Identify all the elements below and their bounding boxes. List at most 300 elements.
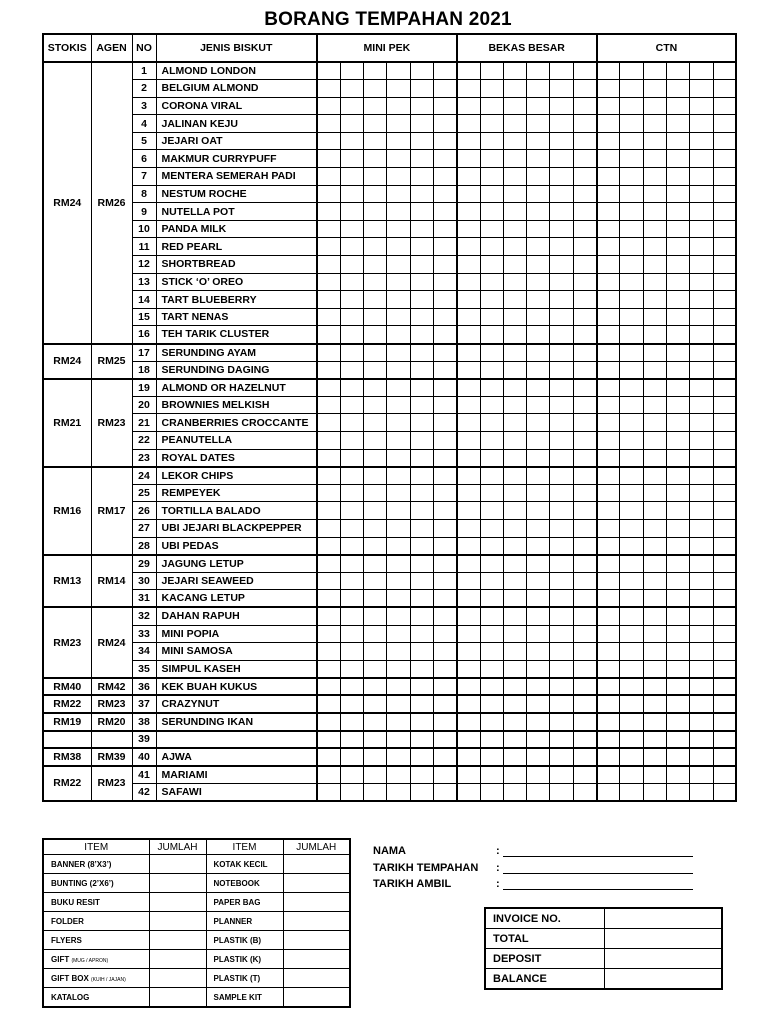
quantity-cell[interactable]	[690, 783, 713, 801]
quantity-cell[interactable]	[550, 766, 573, 784]
quantity-cell[interactable]	[573, 203, 596, 221]
quantity-cell[interactable]	[573, 660, 596, 678]
quantity-cell[interactable]	[433, 572, 456, 590]
quantity-cell[interactable]	[690, 396, 713, 414]
quantity-cell[interactable]	[387, 449, 410, 467]
quantity-cell[interactable]	[433, 519, 456, 537]
quantity-cell[interactable]	[340, 731, 363, 749]
quantity-cell[interactable]	[666, 537, 689, 555]
quantity-cell[interactable]	[457, 695, 480, 713]
quantity-cell[interactable]	[713, 449, 736, 467]
quantity-cell[interactable]	[620, 783, 643, 801]
quantity-cell[interactable]	[597, 185, 620, 203]
quantity-cell[interactable]	[690, 537, 713, 555]
quantity-cell[interactable]	[666, 678, 689, 696]
quantity-cell[interactable]	[457, 519, 480, 537]
quantity-cell[interactable]	[317, 607, 340, 625]
quantity-cell[interactable]	[527, 256, 550, 274]
quantity-cell[interactable]	[457, 431, 480, 449]
quantity-cell[interactable]	[433, 431, 456, 449]
quantity-cell[interactable]	[550, 220, 573, 238]
quantity-cell[interactable]	[480, 555, 503, 573]
quantity-cell[interactable]	[364, 660, 387, 678]
quantity-cell[interactable]	[550, 203, 573, 221]
quantity-cell[interactable]	[433, 273, 456, 291]
quantity-cell[interactable]	[666, 731, 689, 749]
quantity-cell[interactable]	[364, 115, 387, 133]
quantity-cell[interactable]	[387, 291, 410, 309]
quantity-cell[interactable]	[433, 203, 456, 221]
quantity-cell[interactable]	[503, 62, 526, 80]
quantity-cell[interactable]	[527, 431, 550, 449]
quantity-cell[interactable]	[340, 607, 363, 625]
merch-jumlah-left[interactable]	[149, 893, 206, 912]
quantity-cell[interactable]	[573, 519, 596, 537]
quantity-cell[interactable]	[410, 344, 433, 362]
quantity-cell[interactable]	[597, 344, 620, 362]
quantity-cell[interactable]	[597, 150, 620, 168]
quantity-cell[interactable]	[387, 625, 410, 643]
quantity-cell[interactable]	[643, 185, 666, 203]
quantity-cell[interactable]	[387, 379, 410, 397]
quantity-cell[interactable]	[597, 414, 620, 432]
quantity-cell[interactable]	[550, 748, 573, 766]
quantity-cell[interactable]	[597, 713, 620, 731]
quantity-cell[interactable]	[457, 660, 480, 678]
quantity-cell[interactable]	[410, 256, 433, 274]
quantity-cell[interactable]	[620, 590, 643, 608]
quantity-cell[interactable]	[620, 396, 643, 414]
quantity-cell[interactable]	[457, 80, 480, 98]
quantity-cell[interactable]	[433, 62, 456, 80]
quantity-cell[interactable]	[340, 748, 363, 766]
quantity-cell[interactable]	[597, 643, 620, 661]
quantity-cell[interactable]	[480, 660, 503, 678]
quantity-cell[interactable]	[690, 220, 713, 238]
quantity-cell[interactable]	[503, 431, 526, 449]
quantity-cell[interactable]	[433, 766, 456, 784]
quantity-cell[interactable]	[340, 150, 363, 168]
quantity-cell[interactable]	[573, 132, 596, 150]
quantity-cell[interactable]	[597, 326, 620, 344]
quantity-cell[interactable]	[317, 344, 340, 362]
quantity-cell[interactable]	[457, 396, 480, 414]
quantity-cell[interactable]	[643, 344, 666, 362]
quantity-cell[interactable]	[317, 537, 340, 555]
quantity-cell[interactable]	[340, 396, 363, 414]
quantity-cell[interactable]	[713, 150, 736, 168]
quantity-cell[interactable]	[573, 467, 596, 485]
quantity-cell[interactable]	[410, 713, 433, 731]
quantity-cell[interactable]	[713, 695, 736, 713]
quantity-cell[interactable]	[433, 537, 456, 555]
quantity-cell[interactable]	[550, 185, 573, 203]
quantity-cell[interactable]	[364, 484, 387, 502]
quantity-cell[interactable]	[503, 220, 526, 238]
quantity-cell[interactable]	[503, 150, 526, 168]
quantity-cell[interactable]	[527, 449, 550, 467]
quantity-cell[interactable]	[340, 783, 363, 801]
quantity-cell[interactable]	[410, 291, 433, 309]
quantity-cell[interactable]	[620, 519, 643, 537]
quantity-cell[interactable]	[457, 361, 480, 379]
quantity-cell[interactable]	[503, 97, 526, 115]
quantity-cell[interactable]	[573, 449, 596, 467]
quantity-cell[interactable]	[597, 502, 620, 520]
quantity-cell[interactable]	[597, 220, 620, 238]
quantity-cell[interactable]	[550, 291, 573, 309]
quantity-cell[interactable]	[666, 590, 689, 608]
quantity-cell[interactable]	[620, 220, 643, 238]
quantity-cell[interactable]	[573, 97, 596, 115]
quantity-cell[interactable]	[387, 537, 410, 555]
quantity-cell[interactable]	[573, 731, 596, 749]
quantity-cell[interactable]	[480, 467, 503, 485]
quantity-cell[interactable]	[503, 537, 526, 555]
quantity-cell[interactable]	[643, 467, 666, 485]
merch-jumlah-left[interactable]	[149, 969, 206, 988]
quantity-cell[interactable]	[364, 590, 387, 608]
quantity-cell[interactable]	[410, 62, 433, 80]
quantity-cell[interactable]	[713, 660, 736, 678]
quantity-cell[interactable]	[457, 467, 480, 485]
quantity-cell[interactable]	[387, 344, 410, 362]
quantity-cell[interactable]	[573, 326, 596, 344]
quantity-cell[interactable]	[364, 168, 387, 186]
quantity-cell[interactable]	[317, 731, 340, 749]
quantity-cell[interactable]	[713, 238, 736, 256]
quantity-cell[interactable]	[457, 607, 480, 625]
quantity-cell[interactable]	[643, 484, 666, 502]
quantity-cell[interactable]	[597, 256, 620, 274]
quantity-cell[interactable]	[620, 748, 643, 766]
quantity-cell[interactable]	[410, 590, 433, 608]
quantity-cell[interactable]	[620, 168, 643, 186]
quantity-cell[interactable]	[387, 660, 410, 678]
quantity-cell[interactable]	[364, 203, 387, 221]
quantity-cell[interactable]	[666, 660, 689, 678]
quantity-cell[interactable]	[317, 590, 340, 608]
quantity-cell[interactable]	[340, 308, 363, 326]
quantity-cell[interactable]	[340, 467, 363, 485]
quantity-cell[interactable]	[690, 97, 713, 115]
quantity-cell[interactable]	[387, 713, 410, 731]
quantity-cell[interactable]	[317, 695, 340, 713]
quantity-cell[interactable]	[550, 713, 573, 731]
quantity-cell[interactable]	[340, 484, 363, 502]
quantity-cell[interactable]	[317, 502, 340, 520]
quantity-cell[interactable]	[527, 396, 550, 414]
quantity-cell[interactable]	[527, 238, 550, 256]
quantity-cell[interactable]	[503, 344, 526, 362]
quantity-cell[interactable]	[666, 168, 689, 186]
quantity-cell[interactable]	[620, 713, 643, 731]
quantity-cell[interactable]	[364, 731, 387, 749]
quantity-cell[interactable]	[433, 379, 456, 397]
quantity-cell[interactable]	[340, 80, 363, 98]
quantity-cell[interactable]	[550, 678, 573, 696]
quantity-cell[interactable]	[527, 748, 550, 766]
quantity-cell[interactable]	[527, 713, 550, 731]
quantity-cell[interactable]	[550, 396, 573, 414]
quantity-cell[interactable]	[620, 344, 643, 362]
quantity-cell[interactable]	[317, 519, 340, 537]
quantity-cell[interactable]	[597, 203, 620, 221]
quantity-cell[interactable]	[340, 203, 363, 221]
quantity-cell[interactable]	[410, 484, 433, 502]
quantity-cell[interactable]	[713, 484, 736, 502]
quantity-cell[interactable]	[690, 80, 713, 98]
quantity-cell[interactable]	[317, 97, 340, 115]
quantity-cell[interactable]	[480, 291, 503, 309]
quantity-cell[interactable]	[620, 273, 643, 291]
quantity-cell[interactable]	[387, 97, 410, 115]
quantity-cell[interactable]	[620, 555, 643, 573]
quantity-cell[interactable]	[713, 396, 736, 414]
quantity-cell[interactable]	[597, 62, 620, 80]
quantity-cell[interactable]	[620, 203, 643, 221]
quantity-cell[interactable]	[317, 256, 340, 274]
quantity-cell[interactable]	[643, 748, 666, 766]
quantity-cell[interactable]	[620, 607, 643, 625]
quantity-cell[interactable]	[550, 168, 573, 186]
quantity-cell[interactable]	[690, 731, 713, 749]
quantity-cell[interactable]	[666, 643, 689, 661]
quantity-cell[interactable]	[480, 414, 503, 432]
quantity-cell[interactable]	[457, 185, 480, 203]
quantity-cell[interactable]	[713, 185, 736, 203]
quantity-cell[interactable]	[480, 695, 503, 713]
quantity-cell[interactable]	[503, 484, 526, 502]
quantity-cell[interactable]	[480, 361, 503, 379]
quantity-cell[interactable]	[713, 291, 736, 309]
quantity-cell[interactable]	[433, 607, 456, 625]
quantity-cell[interactable]	[690, 431, 713, 449]
quantity-cell[interactable]	[527, 625, 550, 643]
quantity-cell[interactable]	[317, 431, 340, 449]
quantity-cell[interactable]	[690, 766, 713, 784]
merch-jumlah-right[interactable]	[283, 988, 350, 1008]
quantity-cell[interactable]	[666, 256, 689, 274]
quantity-cell[interactable]	[550, 326, 573, 344]
quantity-cell[interactable]	[597, 484, 620, 502]
quantity-cell[interactable]	[527, 62, 550, 80]
quantity-cell[interactable]	[550, 308, 573, 326]
quantity-cell[interactable]	[433, 625, 456, 643]
quantity-cell[interactable]	[457, 537, 480, 555]
quantity-cell[interactable]	[643, 220, 666, 238]
quantity-cell[interactable]	[666, 695, 689, 713]
quantity-cell[interactable]	[690, 625, 713, 643]
quantity-cell[interactable]	[433, 484, 456, 502]
quantity-cell[interactable]	[503, 449, 526, 467]
quantity-cell[interactable]	[503, 678, 526, 696]
quantity-cell[interactable]	[503, 396, 526, 414]
quantity-cell[interactable]	[690, 62, 713, 80]
quantity-cell[interactable]	[690, 572, 713, 590]
quantity-cell[interactable]	[550, 555, 573, 573]
quantity-cell[interactable]	[550, 431, 573, 449]
quantity-cell[interactable]	[433, 308, 456, 326]
quantity-cell[interactable]	[433, 695, 456, 713]
quantity-cell[interactable]	[480, 132, 503, 150]
quantity-cell[interactable]	[527, 291, 550, 309]
quantity-cell[interactable]	[457, 238, 480, 256]
quantity-cell[interactable]	[317, 643, 340, 661]
quantity-cell[interactable]	[550, 625, 573, 643]
quantity-cell[interactable]	[620, 484, 643, 502]
quantity-cell[interactable]	[550, 590, 573, 608]
quantity-cell[interactable]	[410, 625, 433, 643]
quantity-cell[interactable]	[643, 168, 666, 186]
quantity-cell[interactable]	[410, 449, 433, 467]
quantity-cell[interactable]	[550, 643, 573, 661]
quantity-cell[interactable]	[317, 62, 340, 80]
quantity-cell[interactable]	[666, 115, 689, 133]
quantity-cell[interactable]	[364, 62, 387, 80]
quantity-cell[interactable]	[527, 484, 550, 502]
quantity-cell[interactable]	[480, 150, 503, 168]
quantity-cell[interactable]	[433, 256, 456, 274]
quantity-cell[interactable]	[480, 484, 503, 502]
quantity-cell[interactable]	[433, 414, 456, 432]
quantity-cell[interactable]	[457, 308, 480, 326]
quantity-cell[interactable]	[666, 344, 689, 362]
quantity-cell[interactable]	[597, 80, 620, 98]
quantity-cell[interactable]	[387, 308, 410, 326]
quantity-cell[interactable]	[527, 695, 550, 713]
quantity-cell[interactable]	[317, 467, 340, 485]
quantity-cell[interactable]	[410, 185, 433, 203]
quantity-cell[interactable]	[387, 572, 410, 590]
quantity-cell[interactable]	[340, 766, 363, 784]
quantity-cell[interactable]	[620, 238, 643, 256]
quantity-cell[interactable]	[690, 607, 713, 625]
quantity-cell[interactable]	[480, 783, 503, 801]
quantity-cell[interactable]	[527, 643, 550, 661]
merch-jumlah-right[interactable]	[283, 931, 350, 950]
quantity-cell[interactable]	[690, 361, 713, 379]
quantity-cell[interactable]	[597, 678, 620, 696]
quantity-cell[interactable]	[713, 62, 736, 80]
quantity-cell[interactable]	[340, 326, 363, 344]
merch-jumlah-right[interactable]	[283, 893, 350, 912]
quantity-cell[interactable]	[713, 273, 736, 291]
quantity-cell[interactable]	[597, 168, 620, 186]
quantity-cell[interactable]	[527, 590, 550, 608]
quantity-cell[interactable]	[597, 731, 620, 749]
quantity-cell[interactable]	[364, 308, 387, 326]
quantity-cell[interactable]	[597, 431, 620, 449]
quantity-cell[interactable]	[573, 238, 596, 256]
invoice-value[interactable]	[604, 929, 722, 949]
quantity-cell[interactable]	[620, 62, 643, 80]
quantity-cell[interactable]	[527, 414, 550, 432]
quantity-cell[interactable]	[410, 502, 433, 520]
quantity-cell[interactable]	[480, 431, 503, 449]
quantity-cell[interactable]	[643, 449, 666, 467]
quantity-cell[interactable]	[713, 256, 736, 274]
quantity-cell[interactable]	[713, 414, 736, 432]
quantity-cell[interactable]	[503, 238, 526, 256]
quantity-cell[interactable]	[387, 484, 410, 502]
quantity-cell[interactable]	[573, 273, 596, 291]
quantity-cell[interactable]	[387, 185, 410, 203]
quantity-cell[interactable]	[364, 555, 387, 573]
merch-jumlah-right[interactable]	[283, 874, 350, 893]
quantity-cell[interactable]	[690, 695, 713, 713]
quantity-cell[interactable]	[480, 766, 503, 784]
quantity-cell[interactable]	[410, 643, 433, 661]
quantity-cell[interactable]	[317, 449, 340, 467]
quantity-cell[interactable]	[340, 660, 363, 678]
quantity-cell[interactable]	[387, 431, 410, 449]
quantity-cell[interactable]	[620, 467, 643, 485]
quantity-cell[interactable]	[690, 379, 713, 397]
quantity-cell[interactable]	[690, 203, 713, 221]
quantity-cell[interactable]	[387, 748, 410, 766]
quantity-cell[interactable]	[503, 291, 526, 309]
quantity-cell[interactable]	[480, 643, 503, 661]
quantity-cell[interactable]	[410, 431, 433, 449]
quantity-cell[interactable]	[317, 625, 340, 643]
quantity-cell[interactable]	[503, 361, 526, 379]
quantity-cell[interactable]	[480, 572, 503, 590]
quantity-cell[interactable]	[410, 379, 433, 397]
quantity-cell[interactable]	[713, 572, 736, 590]
quantity-cell[interactable]	[690, 168, 713, 186]
quantity-cell[interactable]	[666, 220, 689, 238]
quantity-cell[interactable]	[597, 379, 620, 397]
quantity-cell[interactable]	[573, 62, 596, 80]
quantity-cell[interactable]	[666, 62, 689, 80]
merch-jumlah-left[interactable]	[149, 874, 206, 893]
quantity-cell[interactable]	[387, 238, 410, 256]
quantity-cell[interactable]	[387, 220, 410, 238]
quantity-cell[interactable]	[457, 748, 480, 766]
quantity-cell[interactable]	[690, 308, 713, 326]
quantity-cell[interactable]	[410, 361, 433, 379]
quantity-cell[interactable]	[666, 150, 689, 168]
quantity-cell[interactable]	[433, 590, 456, 608]
quantity-cell[interactable]	[433, 150, 456, 168]
quantity-cell[interactable]	[387, 273, 410, 291]
quantity-cell[interactable]	[433, 502, 456, 520]
quantity-cell[interactable]	[503, 326, 526, 344]
quantity-cell[interactable]	[597, 467, 620, 485]
quantity-cell[interactable]	[550, 414, 573, 432]
quantity-cell[interactable]	[433, 731, 456, 749]
quantity-cell[interactable]	[364, 326, 387, 344]
quantity-cell[interactable]	[503, 80, 526, 98]
quantity-cell[interactable]	[387, 519, 410, 537]
quantity-cell[interactable]	[666, 379, 689, 397]
quantity-cell[interactable]	[620, 132, 643, 150]
quantity-cell[interactable]	[527, 731, 550, 749]
quantity-cell[interactable]	[340, 678, 363, 696]
quantity-cell[interactable]	[713, 115, 736, 133]
quantity-cell[interactable]	[527, 537, 550, 555]
quantity-cell[interactable]	[480, 449, 503, 467]
quantity-cell[interactable]	[340, 643, 363, 661]
quantity-cell[interactable]	[387, 326, 410, 344]
quantity-cell[interactable]	[410, 537, 433, 555]
quantity-cell[interactable]	[620, 537, 643, 555]
quantity-cell[interactable]	[527, 379, 550, 397]
quantity-cell[interactable]	[643, 80, 666, 98]
quantity-cell[interactable]	[550, 379, 573, 397]
quantity-cell[interactable]	[433, 326, 456, 344]
